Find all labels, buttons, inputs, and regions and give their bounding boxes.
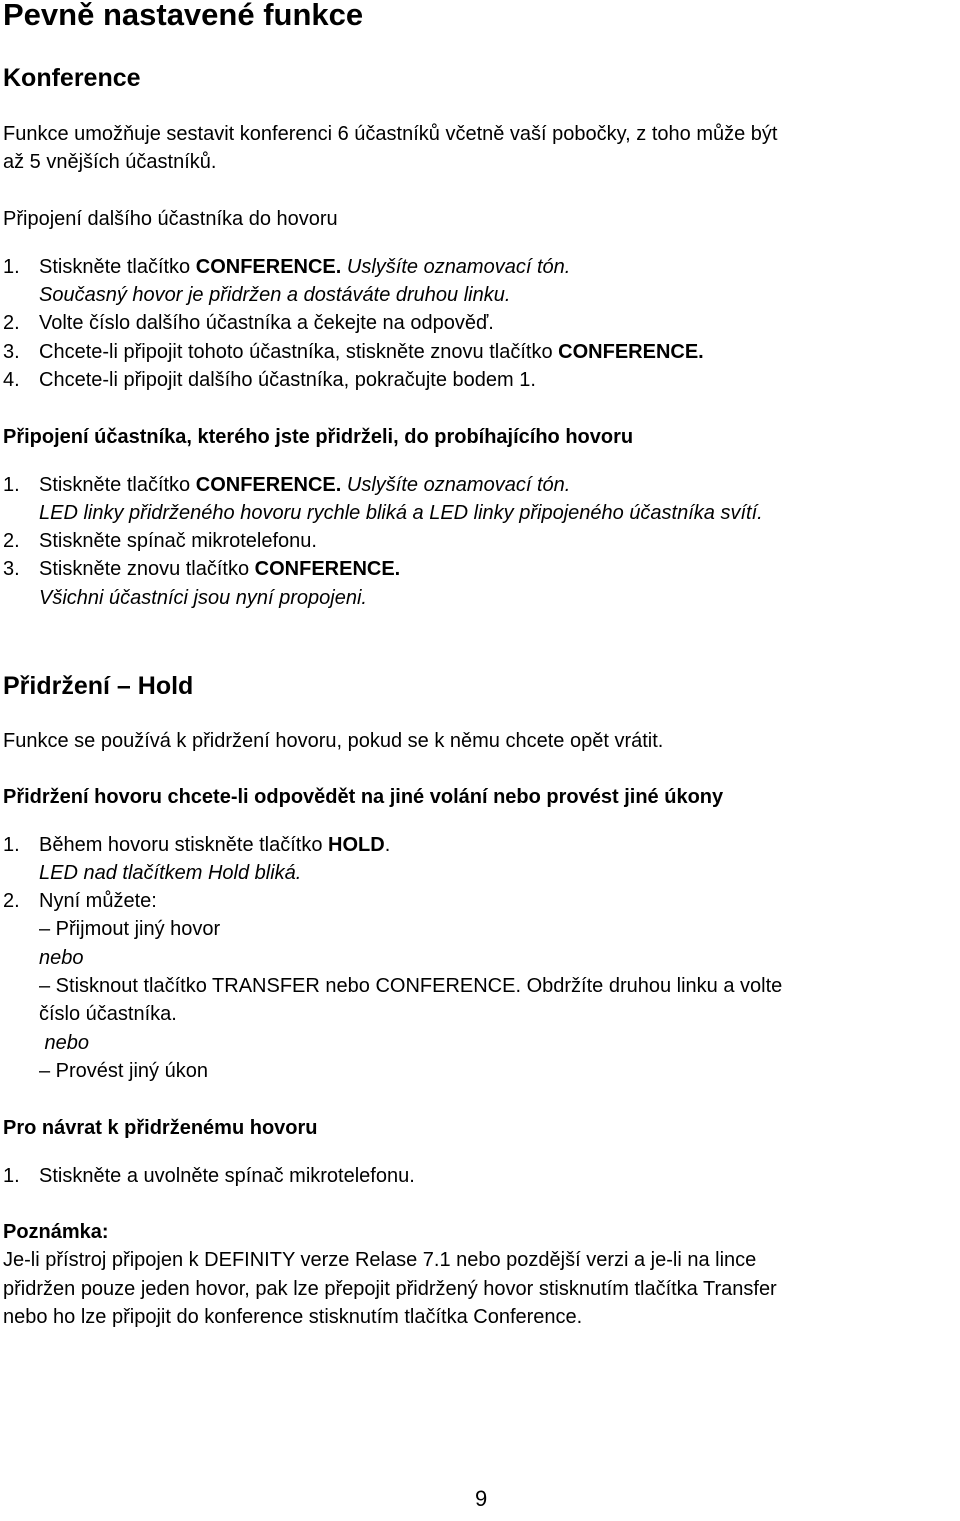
step-text: Stiskněte tlačítko bbox=[39, 256, 196, 278]
step-number: 3. bbox=[3, 558, 20, 580]
step-note: Uslyšíte oznamovací tón. bbox=[341, 474, 571, 496]
note-line2: přidržen pouze jeden hovor, pak lze přepojit přidržený hovor stisknutím tlačítka Transfer bbox=[3, 1278, 777, 1300]
section-heading-conference: Konference bbox=[3, 64, 141, 92]
hold-or-2: nebo bbox=[39, 1032, 90, 1054]
step-number: 1. bbox=[3, 1165, 20, 1187]
conference-key-label: CONFERENCE. bbox=[558, 341, 704, 363]
join-step-3-note: Všichni účastníci jsou nyní propojeni. bbox=[39, 587, 367, 609]
hold-option-1: – Přijmout jiný hovor bbox=[39, 918, 221, 940]
hold-option-3: – Provést jiný úkon bbox=[39, 1060, 208, 1082]
add-step-1 bbox=[3, 256, 570, 279]
step-text: Stiskněte a uvolněte spínač mikrotelefonu. bbox=[39, 1165, 415, 1187]
add-step-3 bbox=[3, 341, 704, 364]
hold-step-1 bbox=[3, 834, 390, 857]
join-step-2 bbox=[3, 530, 317, 553]
step-note: Uslyšíte oznamovací tón. bbox=[341, 256, 571, 278]
note-line1: Je-li přístroj připojen k DEFINITY verze Relase 7.1 nebo pozdější verzi a je-li na lince bbox=[3, 1249, 757, 1271]
conference-intro-line1: Funkce umožňuje sestavit konferenci 6 účastníků včetně vaší pobočky, z toho může být bbox=[3, 123, 778, 145]
conference-key-label: CONFERENCE. bbox=[254, 558, 401, 580]
hold-intro: Funkce se používá k přidržení hovoru, pokud se k němu chcete opět vrátit. bbox=[3, 730, 664, 752]
hold-or-1: nebo bbox=[39, 947, 84, 969]
step-number: 4. bbox=[3, 369, 20, 391]
join-step-1 bbox=[3, 474, 570, 497]
hold-step-1-note: LED nad tlačítkem Hold bliká. bbox=[39, 862, 302, 884]
step-text-end: . bbox=[384, 834, 391, 856]
hold-option-2-line1: – Stisknout tlačítko TRANSFER nebo CONFERENCE. Obdržíte druhou linku a volte bbox=[39, 975, 783, 997]
add-step-4 bbox=[3, 369, 536, 392]
step-number: 2. bbox=[3, 530, 20, 552]
step-number: 1. bbox=[3, 834, 20, 856]
step-text: Chcete-li připojit tohoto účastníka, stiskněte znovu tlačítko bbox=[39, 341, 559, 363]
step-text: Stiskněte znovu tlačítko bbox=[39, 558, 255, 580]
step-text: Stiskněte spínač mikrotelefonu. bbox=[39, 530, 317, 552]
section-heading-hold: Přidržení – Hold bbox=[3, 672, 194, 700]
subheading-add-participant: Připojení dalšího účastníka do hovoru bbox=[3, 208, 338, 230]
add-step-2 bbox=[3, 312, 494, 335]
hold-step-2 bbox=[3, 890, 157, 913]
step-number: 1. bbox=[3, 256, 20, 278]
step-number: 3. bbox=[3, 341, 20, 363]
hold-key-label: HOLD bbox=[328, 834, 385, 856]
step-text: Chcete-li připojit dalšího účastníka, pokračujte bodem 1. bbox=[39, 369, 536, 391]
step-text: Nyní můžete: bbox=[39, 890, 157, 912]
subheading-hold-call: Přidržení hovoru chcete-li odpovědět na jiné volání nebo provést jiné úkony bbox=[3, 786, 724, 808]
return-step-1 bbox=[3, 1165, 415, 1188]
step-text: Během hovoru stiskněte tlačítko bbox=[39, 834, 329, 856]
note-line3: nebo ho lze připojit do konference stisknutím tlačítka Conference. bbox=[3, 1306, 583, 1328]
step-text: Stiskněte tlačítko bbox=[39, 474, 196, 496]
page-number: 9 bbox=[475, 1486, 488, 1511]
hold-option-2-line2: číslo účastníka. bbox=[39, 1003, 177, 1025]
page-title: Pevně nastavené funkce bbox=[3, 0, 364, 32]
add-step-1-note: Současný hovor je přidržen a dostáváte druhou linku. bbox=[39, 284, 511, 306]
step-number: 1. bbox=[3, 474, 20, 496]
join-step-1-note: LED linky přidrženého hovoru rychle bliká a LED linky připojeného účastníka svítí. bbox=[39, 502, 763, 524]
subheading-join-held: Připojení účastníka, kterého jste přidrželi, do probíhajícího hovoru bbox=[3, 426, 634, 448]
conference-intro-line2: až 5 vnějších účastníků. bbox=[3, 151, 217, 173]
step-number: 2. bbox=[3, 312, 20, 334]
conference-key-label: CONFERENCE. bbox=[195, 256, 342, 278]
join-step-3 bbox=[3, 558, 400, 581]
step-text: Volte číslo dalšího účastníka a čekejte na odpověď. bbox=[39, 312, 494, 334]
note-heading: Poznámka: bbox=[3, 1221, 109, 1243]
step-number: 2. bbox=[3, 890, 20, 912]
conference-key-label: CONFERENCE. bbox=[195, 474, 342, 496]
subheading-return-held: Pro návrat k přidrženému hovoru bbox=[3, 1117, 318, 1139]
